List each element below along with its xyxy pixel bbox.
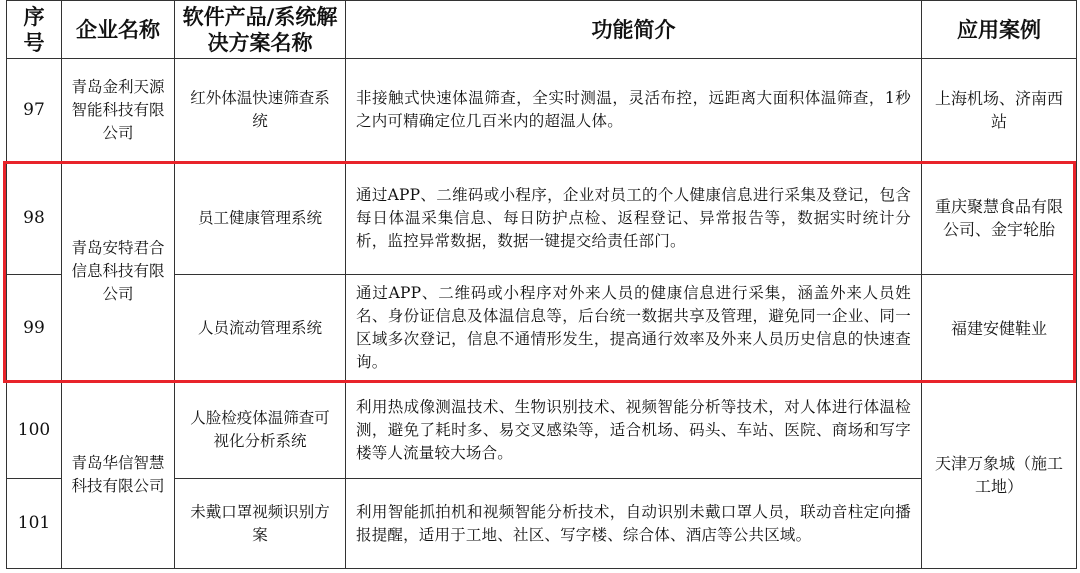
row-company: 青岛金利天源智能科技有限公司 (62, 59, 175, 162)
row-seq: 98 (7, 162, 62, 275)
row-case: 重庆聚慧食品有限公司、金宇轮胎 (922, 162, 1077, 275)
row-seq: 99 (7, 275, 62, 382)
table-row (7, 162, 1077, 275)
row-seq: 100 (7, 382, 62, 479)
header-function: 功能简介 (346, 1, 922, 59)
product-table (6, 0, 1077, 569)
header-case: 应用案例 (922, 1, 1077, 59)
row-function: 利用智能抓拍机和视频智能分析技术，自动识别未戴口罩人员，联动音柱定向播报提醒，适用于工地、社区、写字楼、综合体、酒店等公共区域。 (346, 479, 922, 569)
row-case: 天津万象城（施工工地） (922, 382, 1077, 569)
row-seq: 97 (7, 59, 62, 162)
row-company: 青岛安特君合信息科技有限公司 (62, 162, 175, 382)
header-company: 企业名称 (62, 1, 175, 59)
row-product: 员工健康管理系统 (175, 162, 346, 275)
row-function: 通过APP、二维码或小程序，企业对员工的个人健康信息进行采集及登记，包含每日体温采集信息、每日防护点检、返程登记、异常报告等，数据实时统计分析，监控异常数据，数据一键提交给责任部门。 (346, 162, 922, 275)
row-case: 福建安健鞋业 (922, 275, 1077, 382)
header-product: 软件产品/系统解决方案名称 (175, 1, 346, 59)
row-function: 通过APP、二维码或小程序对外来人员的健康信息进行采集，涵盖外来人员姓名、身份证信息及体温信息等，后台统一数据共享及管理，避免同一企业、同一区域多次登记，信息不通情形发生，提高通行效率及外来人员历史信息的快速查询。 (346, 275, 922, 382)
header-row (7, 1, 1077, 59)
row-product: 红外体温快速筛查系统 (175, 59, 346, 162)
row-product: 未戴口罩视频识别方案 (175, 479, 346, 569)
header-seq: 序号 (7, 1, 62, 59)
table-row (7, 59, 1077, 162)
row-seq: 101 (7, 479, 62, 569)
row-function: 非接触式快速体温筛查，全实时测温，灵活布控，远距离大面积体温筛查，1秒之内可精确定位几百米内的超温人体。 (346, 59, 922, 162)
row-company: 青岛华信智慧科技有限公司 (62, 382, 175, 569)
row-product: 人脸检疫体温筛查可视化分析系统 (175, 382, 346, 479)
row-product: 人员流动管理系统 (175, 275, 346, 382)
row-case: 上海机场、济南西站 (922, 59, 1077, 162)
row-function: 利用热成像测温技术、生物识别技术、视频智能分析等技术，对人体进行体温检测，避免了耗时多、易交叉感染等，适合机场、码头、车站、医院、商场和写字楼等人流量较大场合。 (346, 382, 922, 479)
table-row (7, 382, 1077, 479)
